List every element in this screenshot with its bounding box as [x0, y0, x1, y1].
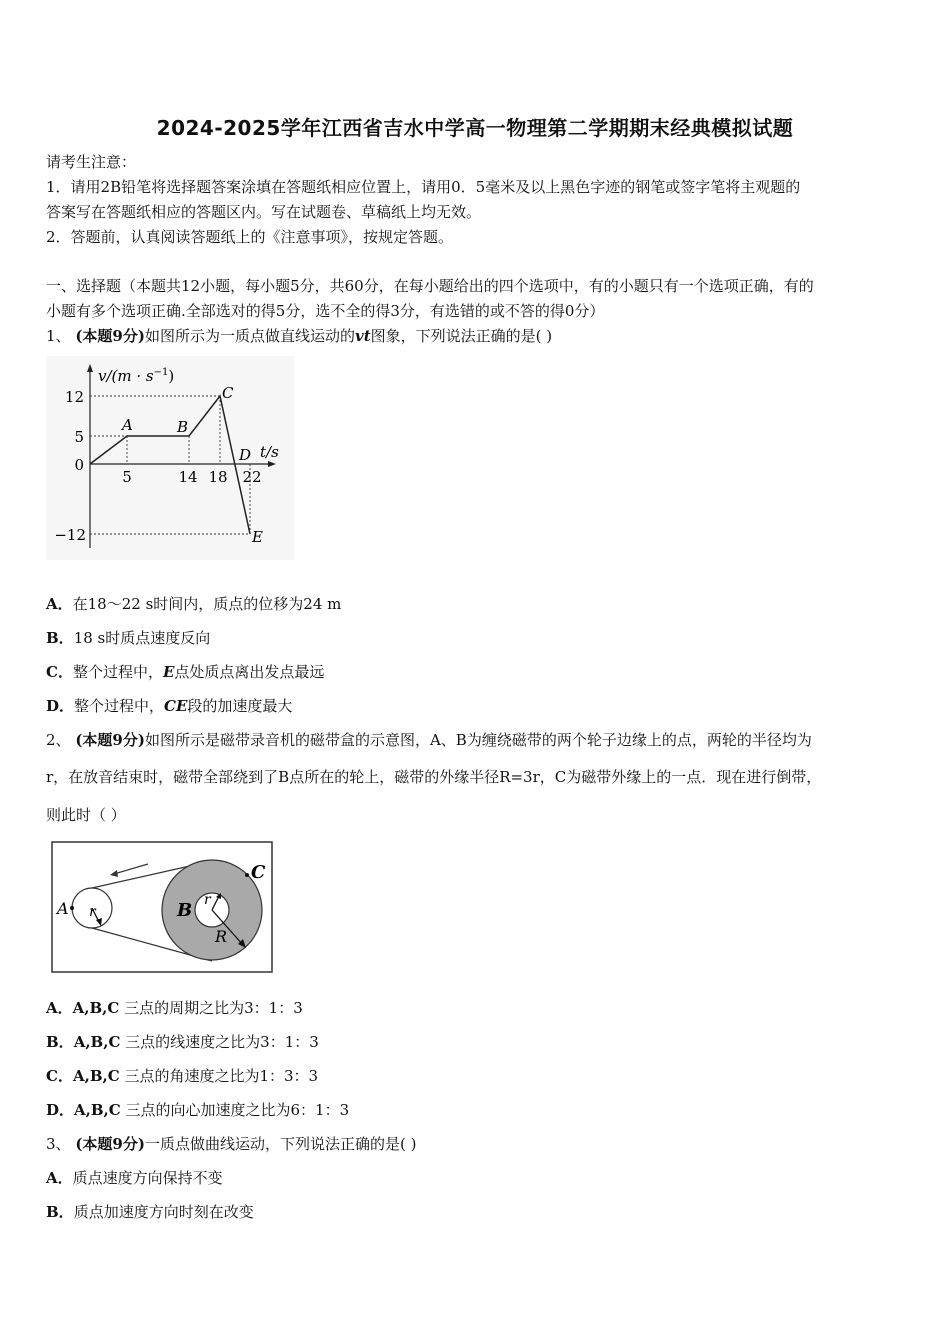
question-1-score: (本题9分) [75, 327, 145, 345]
question-1-stem [46, 326, 552, 346]
q1-option-d-text-b: 段的加速度最大 [187, 697, 293, 715]
point-label-A: A [122, 416, 133, 434]
label-a: A [57, 899, 69, 918]
notice-item-2: 2．答题前，认真阅读答题纸上的《注意事项》，按规定答题。 [46, 228, 454, 246]
point-label-B: B [177, 418, 189, 436]
q3-option-a[interactable] [46, 1168, 223, 1188]
point-label-E: E [252, 528, 263, 546]
section-header-line-2: 小题有多个选项正确.全部选对的得5分，选不全的得3分，有选错的或不答的得0分） [46, 302, 605, 320]
question-1-text-b: 图象，下列说法正确的是( ) [370, 327, 553, 345]
q1-option-c-em: E [162, 663, 175, 681]
question-2-score: (本题9分) [75, 731, 145, 749]
question-2-stem-line-1 [46, 730, 812, 750]
q2-option-b[interactable] [46, 1032, 319, 1052]
y-tick-0: 0 [74, 456, 84, 474]
vt-graph-figure [46, 356, 294, 560]
q1-option-c[interactable] [46, 662, 324, 682]
t-axis-label: t/s [260, 443, 279, 461]
question-1-text-a: 如图所示为一质点做直线运动的 [144, 327, 355, 345]
q2-option-b-points: A,B,C [73, 1033, 121, 1051]
q1-option-a-label: A． [46, 595, 73, 613]
q2-option-b-label: B． [46, 1033, 74, 1051]
label-c: C [251, 862, 266, 883]
q3-option-a-text: 质点速度方向保持不变 [72, 1169, 223, 1187]
label-b: B [177, 900, 193, 921]
label-R: R [215, 927, 228, 946]
q2-option-d[interactable] [46, 1100, 349, 1120]
y-tick-minus-12: −12 [54, 526, 86, 544]
q1-option-b-text: 18 s时质点速度反向 [73, 629, 211, 647]
q2-option-d-text: 三点的向心加速度之比为6：1：3 [125, 1101, 350, 1119]
x-tick-18: 18 [208, 468, 228, 486]
point-label-D: D [239, 446, 252, 464]
q1-option-a[interactable] [46, 594, 341, 614]
point-a [70, 906, 74, 910]
q2-option-d-points: A,B,C [74, 1101, 121, 1119]
q2-option-d-label: D． [46, 1101, 75, 1119]
x-tick-5: 5 [122, 468, 132, 486]
section-header-line-1: 一、选择题（本题共12小题，每小题5分，共60分，在每小题给出的四个选项中，有的小题只有一个选项正确，有的 [46, 277, 814, 295]
point-label-C: C [222, 384, 234, 402]
y-tick-12: 12 [64, 388, 84, 406]
q2-option-c-label: C． [46, 1067, 73, 1085]
x-tick-22: 22 [242, 468, 262, 486]
q1-option-b[interactable] [46, 628, 210, 648]
question-2-number: 2、 [46, 731, 71, 749]
question-2-stem-line-2: r，在放音结束时，磁带全部绕到了B点所在的轮上，磁带的外缘半径R=3r，C为磁带外缘上的一点．现在进行倒带， [46, 768, 822, 786]
q3-option-b-text: 质点加速度方向时刻在改变 [73, 1203, 254, 1221]
q1-option-c-text-b: 点处质点离出发点最远 [174, 663, 325, 681]
point-c [245, 873, 249, 877]
q2-option-a-points: A,B,C [72, 999, 120, 1017]
q3-option-b-label: B． [46, 1203, 74, 1221]
label-r-hub: r [204, 892, 211, 908]
notice-heading: 请考生注意： [46, 153, 137, 171]
q1-option-c-label: C． [46, 663, 73, 681]
question-3-score: (本题9分) [75, 1135, 145, 1153]
q1-option-b-label: B． [46, 629, 74, 647]
q2-option-a-label: A． [46, 999, 73, 1017]
q1-option-d-label: D． [46, 697, 75, 715]
q1-option-c-text-a: 整个过程中， [72, 663, 163, 681]
q2-option-a-text: 三点的周期之比为3：1：3 [124, 999, 303, 1017]
q2-option-a[interactable] [46, 998, 303, 1018]
q1-option-a-text: 在18～22 s时间内，质点的位移为24 m [72, 595, 342, 613]
question-2-stem-line-3: 则此时（ ） [46, 806, 126, 824]
tape-cassette-figure [50, 840, 274, 974]
question-3-number: 3、 [46, 1135, 71, 1153]
y-tick-5: 5 [74, 428, 84, 446]
question-2-text-1: 如图所示是磁带录音机的磁带盒的示意图，A、B为缠绕磁带的两个轮子边缘上的点，两轮的半径均为 [144, 731, 812, 749]
q2-option-c[interactable] [46, 1066, 318, 1086]
label-r-small: r [89, 904, 96, 920]
q1-option-d-text-a: 整个过程中， [74, 697, 165, 715]
q2-option-c-points: A,B,C [72, 1067, 120, 1085]
q2-option-c-text: 三点的角速度之比为1：3：3 [124, 1067, 319, 1085]
notice-item-1-line-2: 答案写在答题纸相应的答题区内。写在试题卷、草稿纸上均无效。 [46, 203, 482, 221]
q3-option-a-label: A． [46, 1169, 73, 1187]
q3-option-b[interactable] [46, 1202, 254, 1222]
q1-option-d-em: CE [164, 697, 188, 715]
question-3-text: 一质点做曲线运动，下列说法正确的是( ) [144, 1135, 417, 1153]
v-axis-label: $v/(m \cdot s^{-1})$ [98, 367, 175, 385]
question-1-vt: vt [354, 327, 371, 345]
x-tick-14: 14 [178, 468, 198, 486]
page-title: 2024-2025学年江西省吉水中学高一物理第二学期期末经典模拟试题 [156, 116, 794, 140]
q2-option-b-text: 三点的线速度之比为3：1：3 [125, 1033, 319, 1051]
q1-option-d[interactable] [46, 696, 292, 716]
question-3-stem [46, 1134, 416, 1154]
question-1-number: 1、 [46, 327, 71, 345]
notice-item-1-line-1: 1．请用2B铅笔将选择题答案涂填在答题纸相应位置上，请用0．5毫米及以上黑色字迹的钢笔或签字笔将主观题的 [46, 178, 801, 196]
